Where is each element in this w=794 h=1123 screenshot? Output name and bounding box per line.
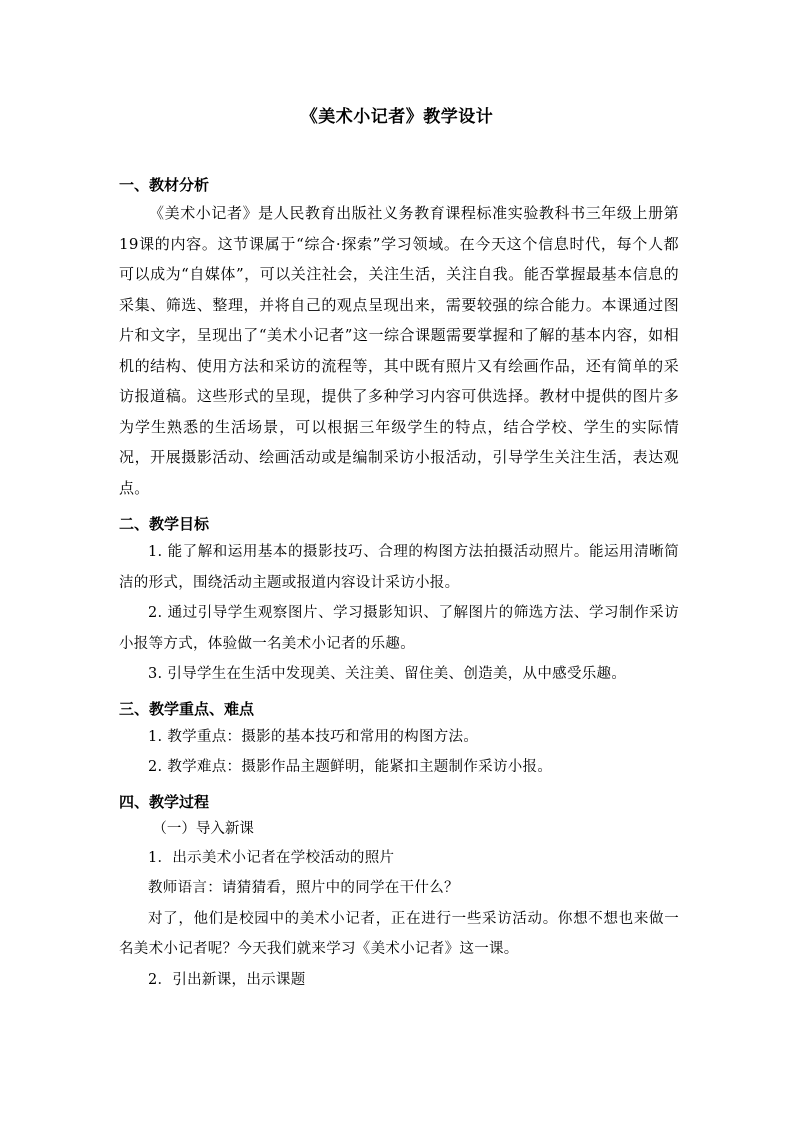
section-heading-analysis: 一、教材分析 <box>119 176 210 194</box>
goal-item-2: 2. 通过引导学生观察图片、学习摄影知识、了解图片的筛选方法、学习制作采访小报等方式，体验做一名美术小记者的乐趣。 <box>119 605 679 652</box>
process-answer: 对了，他们是校园中的美术小记者，正在进行一些采访活动。你想不想也来做一名美术小记者呢？今天我们就来学习《美术小记者》这一课。 <box>119 910 679 957</box>
process-sub-heading: （一）导入新课 <box>152 820 254 837</box>
process-step-1: 1．出示美术小记者在学校活动的照片 <box>148 849 395 866</box>
section-heading-goals: 二、教学目标 <box>119 515 210 533</box>
section-key-points <box>119 696 679 783</box>
goal-item-3: 3. 引导学生在生活中发现美、关注美、留住美、创造美，从中感受乐趣。 <box>148 666 627 682</box>
section-process <box>119 789 679 996</box>
section-heading-key-points: 三、教学重点、难点 <box>119 699 255 718</box>
document-body <box>119 172 679 995</box>
section-heading-process: 四、教学过程 <box>119 792 210 811</box>
analysis-paragraph: 《美术小记者》是人民教育出版社义务教育课程标准实验教科书三年级上册第19课的内容。这节课属于“综合·探索”学习领域。在今天这个信息时代，每个人都可以成为“自媒体”，可以关注社会，关注生活，关注自我。能否掌握最基本信息的采集、筛选、整理，并将自己的观点呈现出来，需要较强的综合能力。本课通过图片和文字，呈现出了“美术小记者”这一综合课题需要掌握和了解的基本内容，如相机的结构、使用方法和采访的流程等，其中既有照片又有绘画作品，还有简单的采访报道稿。这些形式的呈现，提供了多种学习内容可供选择。教材中提供的图片多为学生熟悉的生活场景，可以根据三年级学生的特点，结合学校、学生的实际情况，开展摄影活动、绘画活动或是编制采访小报活动，引导学生关注生活，表达观点。 <box>119 204 679 497</box>
teacher-line: 教师语言：请猜猜看，照片中的同学在干什么？ <box>148 880 459 896</box>
key-point-item-2: 2. 教学难点：摄影作品主题鲜明，能紧扣主题制作采访小报。 <box>148 759 553 775</box>
document-title: 《美术小记者》教学设计 <box>300 107 494 127</box>
section-analysis <box>119 172 679 503</box>
goal-item-1: 1. 能了解和运用基本的摄影技巧、合理的构图方法拍摄活动照片。能运用清晰简洁的形式，围绕活动主题或报道内容设计采访小报。 <box>119 544 679 591</box>
key-point-item-1: 1. 教学重点：摄影的基本技巧和常用的构图方法。 <box>148 728 479 745</box>
process-step-2: 2．引出新课，出示课题 <box>148 971 306 988</box>
section-goals <box>119 511 679 690</box>
